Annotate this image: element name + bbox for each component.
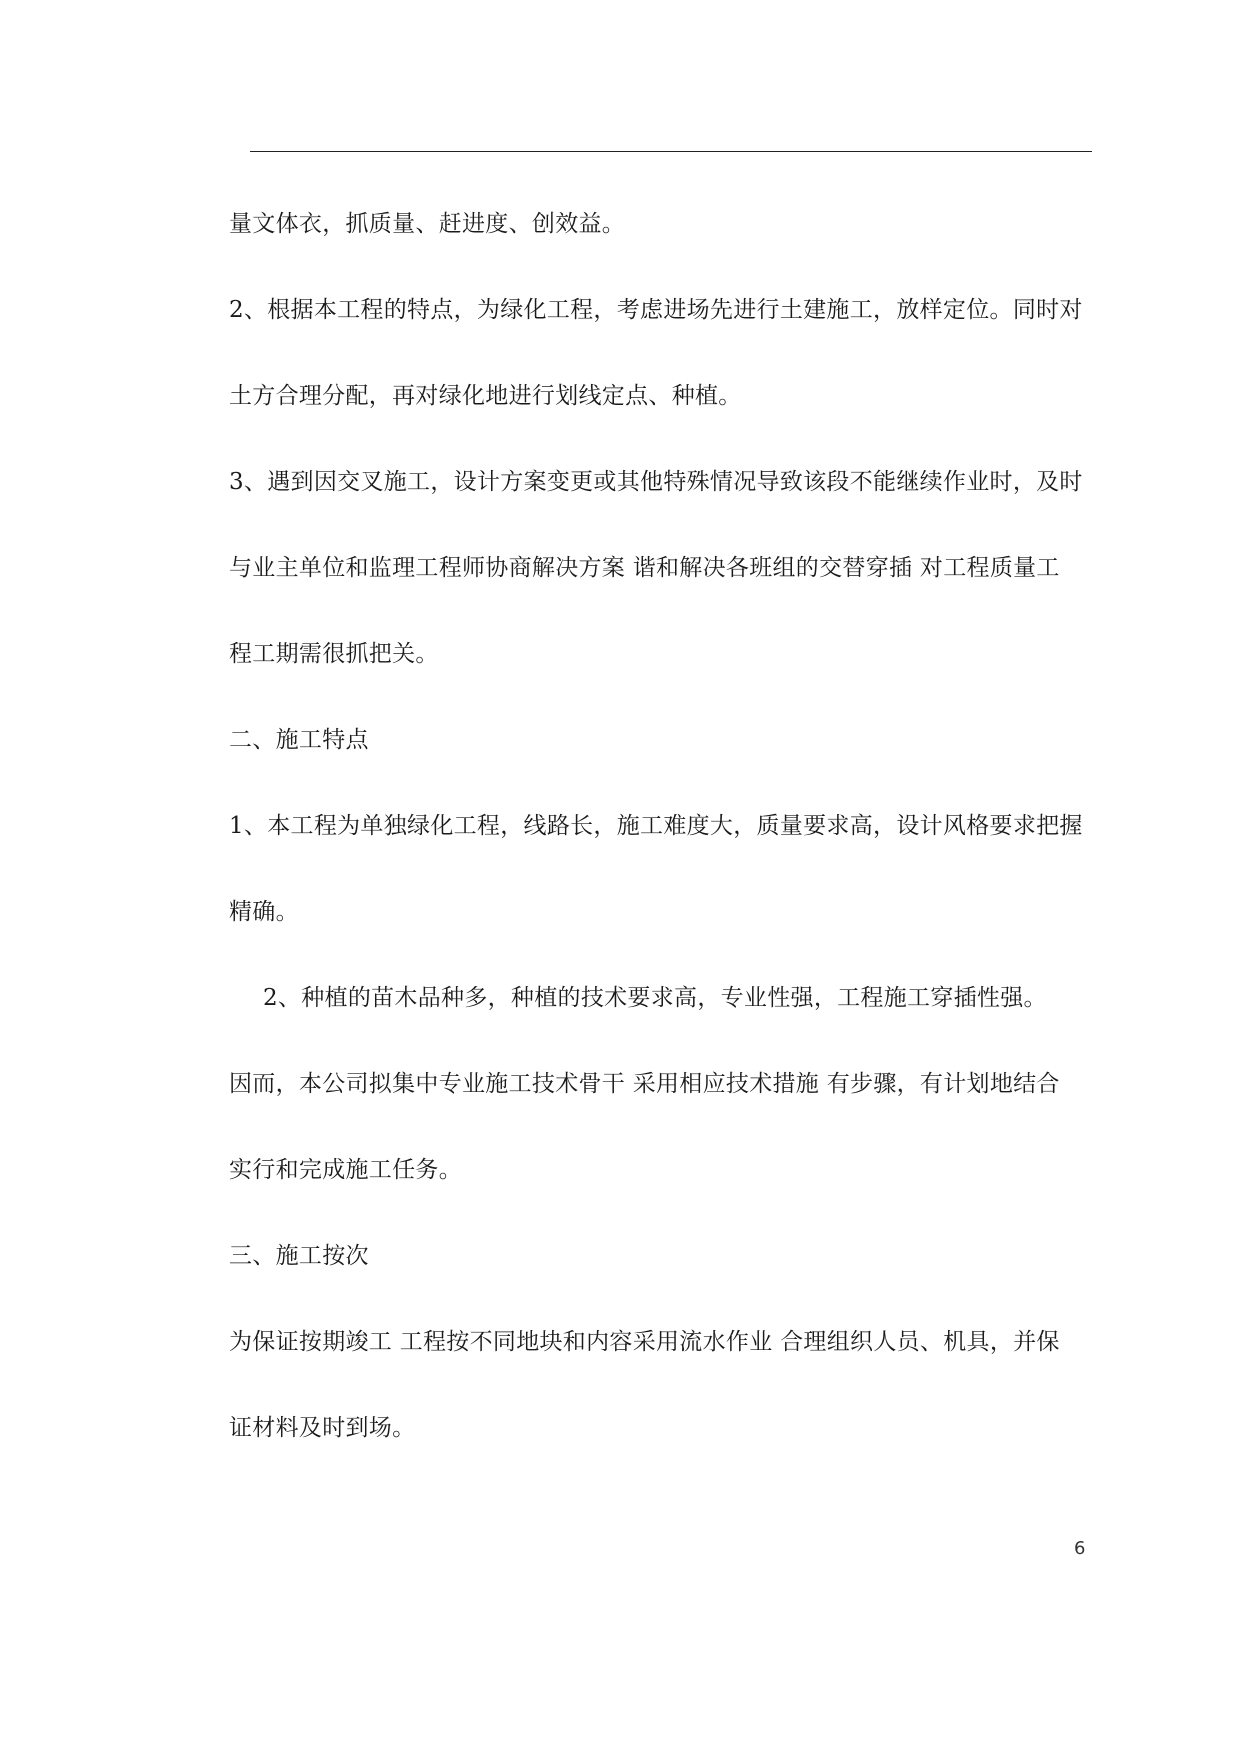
text-line-11: 因而，本公司拟集中专业施工技术骨干 采用相应技术措施 有步骤，有计划地结合 — [229, 1071, 1060, 1097]
page-number: 6 — [1074, 1538, 1086, 1559]
section-heading-2: 二、施工特点 — [229, 727, 369, 753]
text-line-2: 2、根据本工程的特点，为绿化工程，考虑进场先进行土建施工，放样定位。同时对 — [229, 297, 1083, 323]
text-line-8: 1、本工程为单独绿化工程，线路长，施工难度大，质量要求高，设计风格要求把握 — [229, 813, 1083, 839]
text-line-12: 实行和完成施工任务。 — [229, 1157, 462, 1183]
text-line-5: 与业主单位和监理工程师协商解决方案 谐和解决各班组的交替穿插 对工程质量工 — [229, 555, 1060, 581]
section-heading-3: 三、施工按次 — [229, 1243, 369, 1269]
text-line-6: 程工期需很抓把关。 — [229, 641, 439, 667]
text-line-4: 3、遇到因交叉施工，设计方案变更或其他特殊情况导致该段不能继续作业时，及时 — [229, 469, 1083, 495]
text-line-9: 精确。 — [229, 899, 299, 925]
text-line-15: 证材料及时到场。 — [229, 1415, 416, 1441]
text-line-10: 2、种植的苗木品种多，种植的技术要求高，专业性强，工程施工穿插性强。 — [263, 985, 1047, 1011]
text-line-3: 土方合理分配，再对绿化地进行划线定点、种植。 — [229, 383, 742, 409]
header-rule — [250, 151, 1092, 152]
text-line-14: 为保证按期竣工 工程按不同地块和内容采用流水作业 合理组织人员、机具，并保 — [229, 1329, 1060, 1355]
text-line-1: 量文体衣，抓质量、赶进度、创效益。 — [229, 211, 626, 237]
